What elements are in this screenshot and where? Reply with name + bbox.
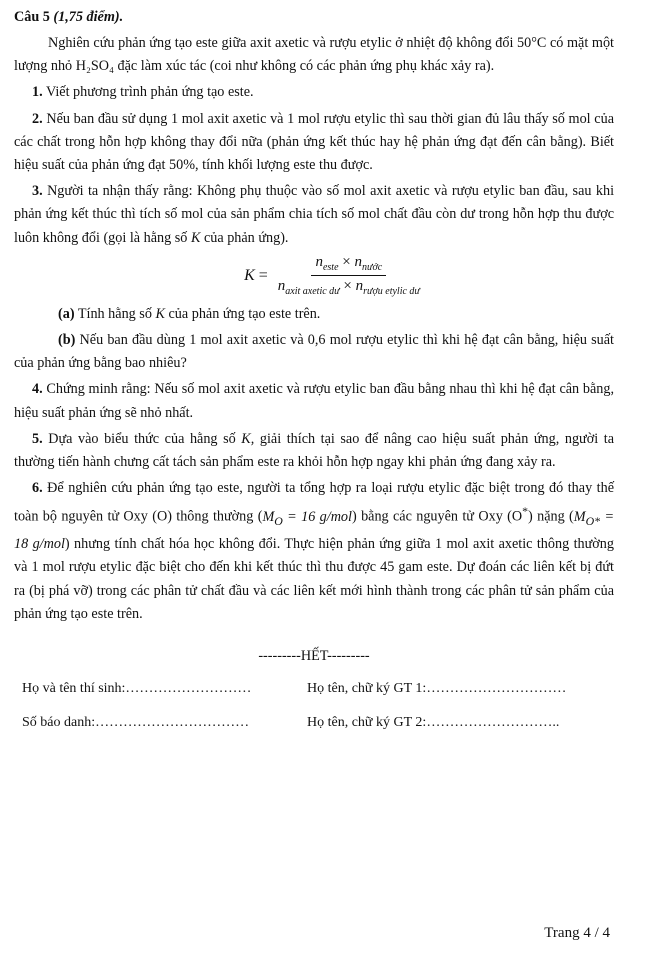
molar-mass-o-star: $M_{O*} = 18$ g/mol — [14, 509, 615, 553]
sub-question-3a: (a) Tính hằng số K của phản ứng tạo este trên. — [58, 305, 321, 322]
question-title — [14, 6, 614, 28]
formula-k: K = — [244, 266, 268, 284]
page-number: Trang 4 / 4 — [544, 925, 610, 941]
candidate-id-field: Số báo danh:…………………………… — [22, 715, 250, 731]
sub-question-3-text-end: của phản ứng). — [200, 229, 289, 246]
sub-question-4 — [14, 378, 614, 424]
candidate-name-field: Họ và tên thí sinh:……………………… — [22, 681, 252, 697]
sub-question-3-number: 3. — [32, 183, 43, 200]
exam-page — [14, 6, 614, 734]
sub-question-3 — [14, 180, 614, 250]
question-points: (1,75 điểm). — [53, 9, 124, 25]
sub-question-6-number: 6. — [32, 480, 43, 497]
equilibrium-constant-formula — [54, 253, 614, 299]
molar-mass-o: $M_O = 16$ g/mol — [262, 509, 352, 529]
question-number: Câu 5 — [14, 9, 50, 25]
examiner-1-field: Họ tên, chữ ký GT 1:………………………… — [307, 681, 567, 697]
sub-question-1 — [14, 81, 614, 104]
end-mark: ---------HẾT--------- — [258, 648, 370, 665]
sub-question-6: 6. Để nghiên cứu phản ứng tạo este, người ta tổng hợp ra loại rượu etylic đặc biệt trong đó thay thế toàn bộ nguyên tử Oxy (O) thông thường ($M_O = 16$ g/mol) bằng các nguyên tử Oxy (O*) nặng ($M_{O*} = 18$ g/mol) nhưng tính chất hóa học không đổi. Thực hiện phản ứng giữa 1 mol axit axetic thông thường và 1 mol rượu etylic đặc biệt cho đến khi kết thúc thì thu được 45 gam este. Dự đoán các liên kết bị đứt ra (bị phá vỡ) trong các phân tử chất đầu và các liên kết mới hình thành trong các phân tử sản phẩm của phản ứng tạo este trên. — [14, 480, 615, 622]
sub-question-5-number: 5. — [32, 430, 43, 447]
sub-question-2-number: 2. — [32, 110, 43, 127]
examiner-2-field: Họ tên, chữ ký GT 2:……………………….. — [307, 715, 560, 731]
formula-fraction — [274, 254, 424, 297]
sub-question-1-number: 1. — [32, 84, 43, 101]
sub-question-5: 5. Dựa vào biểu thức của hằng số K, giải thích tại sao để nâng cao hiệu suất phản ứng, người ta thường tiến hành chưng cất tách sản phẩm este ra khỏi hỗn hợp ngay khi phản ứng đang xảy ra. — [14, 430, 614, 471]
sub-question-3-text: Người ta nhận thấy rằng: Không phụ thuộc vào số mol axit axetic và rượu etylic ban đầu, sau khi phản ứng kết thúc thì tích số mol của sản phẩm chia tích số mol chất đầu còn dư trong hỗn hợp thu được luôn không đổi (gọi là hằng số — [14, 183, 615, 246]
sub-question-3b-label: (b) — [58, 332, 76, 349]
constant-k: K — [190, 229, 201, 246]
formula-numerator: $n_{este} \times n_{nước}$ — [311, 254, 386, 276]
sub-question-3b: (b) Nếu ban đầu dùng 1 mol axit axetic và 0,6 mol rượu etylic thì khi hệ đạt cân bằng, hiệu suất của phản ứng bằng bao nhiêu? — [14, 332, 614, 372]
signature-row-2 — [22, 712, 614, 734]
sub-question-1-text: Viết phương trình phản ứng tạo este. — [45, 84, 254, 101]
sub-question-4-number: 4. — [32, 381, 43, 398]
formula-denominator: $n_{axit axetic dư} \times n_{rượu etylic dư}$ — [277, 278, 420, 298]
sub-question-2-text: Nếu ban đầu sử dụng 1 mol axit axetic và 1 mol rượu etylic thì sau thời gian đủ lâu thấy số mol của các chất trong hỗn hợp không thay đổi nữa (phản ứng kết thúc hay hệ phản ứng đạt đến cân bằng). Biết hiệu suất của phản ứng đạt 50%, tính khối lượng este thu được. — [14, 110, 614, 174]
sub-question-2 — [14, 108, 614, 178]
sub-question-3a-label: (a) — [58, 305, 75, 322]
sub-question-4-text: Chứng minh rằng: Nếu số mol axit axetic và rượu etylic ban đầu bằng nhau thì khi hệ đạt cân bằng, hiệu suất phản ứng sẽ nhỏ nhất. — [14, 381, 615, 421]
question-intro: Nghiên cứu phản ứng tạo este giữa axit axetic và rượu etylic ở nhiệt độ không đổi 50°C có mặt một lượng nhỏ H₂SO₄ đặc làm xúc tác (coi như không có các phản ứng phụ khác xảy ra). — [14, 35, 614, 75]
signature-row-1 — [22, 678, 614, 700]
